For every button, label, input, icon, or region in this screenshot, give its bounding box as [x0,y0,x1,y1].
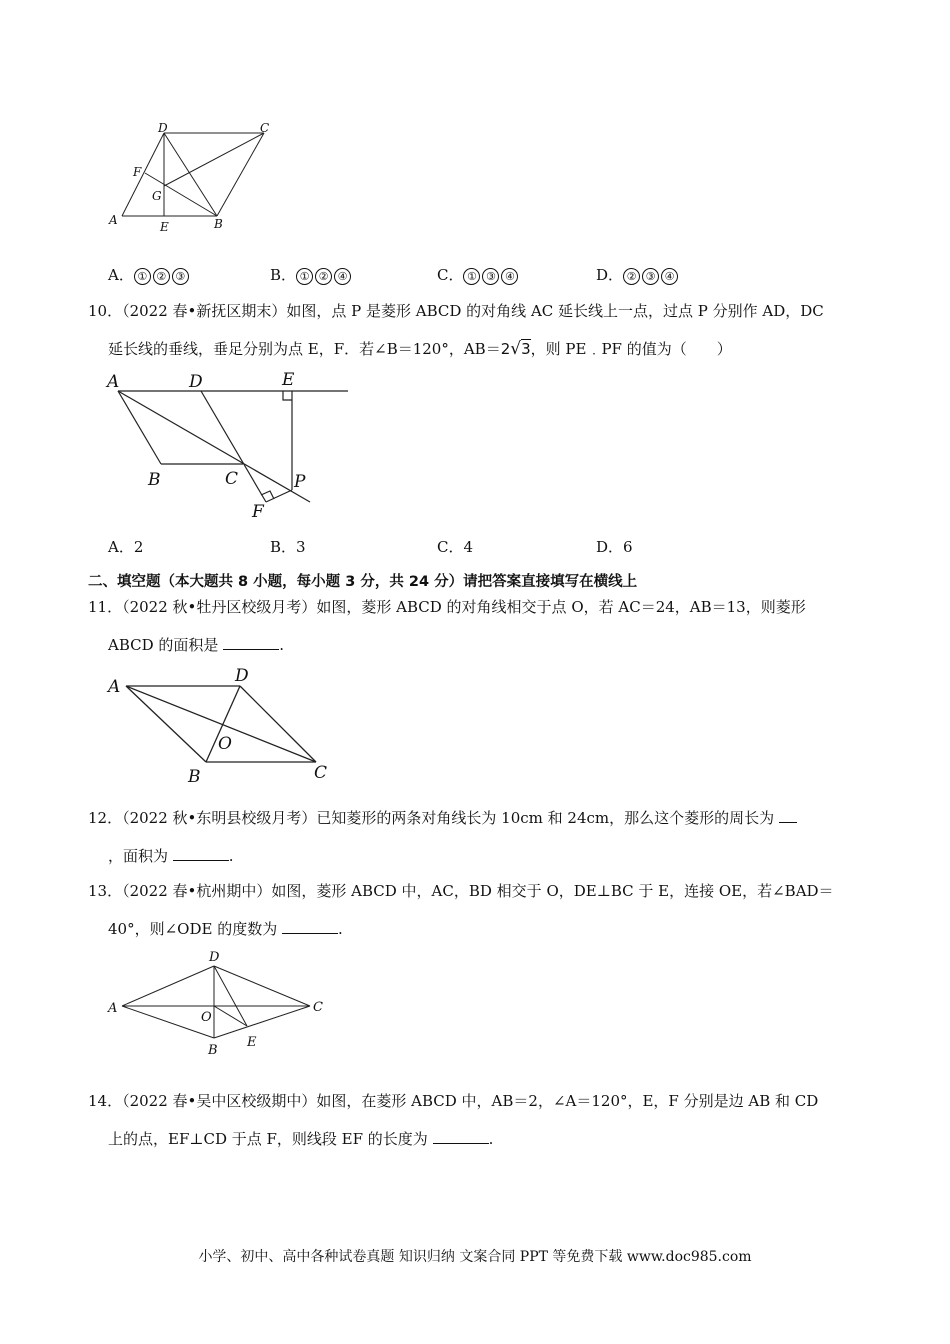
q13-label-o: O [201,1010,212,1025]
q9-figure [100,118,290,238]
q12-text-line1: 12．（2022 秋•东明县校级月考）已知菱形的两条对角线长为 10cm 和 24cm，那么这个菱形的周长为 [88,808,797,828]
q9-option-d-2: ③ [642,268,659,285]
q10-figure [104,364,354,524]
q11-label-c: C [314,763,328,783]
q14-text-line1: 14．（2022 春•吴中区校级期中）如图，在菱形 ABCD 中，AB＝2，∠A＝120°，E，F 分别是边 AB 和 CD [88,1092,819,1110]
q9-label-d: D [158,121,168,135]
q9-option-c: C． ① ③ ④ [437,264,520,285]
q11-answer-blank[interactable] [223,635,279,650]
q11-text-line2: ABCD 的面积是 . [108,636,284,654]
q9-option-c-2: ③ [482,268,499,285]
q9-option-a-2: ② [153,268,170,285]
q12-perimeter-blank[interactable] [779,808,797,823]
q14-answer-blank[interactable] [433,1129,489,1144]
q11-label-b: B [188,767,201,787]
q10-label-p: P [294,472,306,492]
q11-figure [104,664,344,789]
q9-option-b-3: ④ [334,268,351,285]
page-footer: 小学、初中、高中各种试卷真题 知识归纳 文案合同 PPT 等免费下载 www.doc985.com [198,1249,752,1265]
q13-label-d: D [209,950,220,965]
q10-sqrt-expression: 2√3 [500,339,531,359]
q10-text-line2: 延长线的垂线，垂足分别为点 E，F．若∠B＝120°，AB＝2√3，则 PE﹒PF 的值为（ ） [108,339,732,359]
q13-label-c: C [313,1000,323,1015]
q9-label-c: C [260,121,270,135]
q13-text-line2: 40°，则∠ODE 的度数为 . [108,920,343,938]
q10-label-e: E [282,370,295,390]
q11-label-o: O [218,734,232,754]
q11-label-a: A [108,677,121,697]
q9-label-b: B [214,217,223,231]
q12-text-line2: ，面积为 . [108,847,234,865]
q10-label-c: C [225,469,239,489]
q9-option-a-1: ① [134,268,151,285]
q14-text-line2: 上的点，EF⊥CD 于点 F，则线段 EF 的长度为 . [108,1130,494,1148]
q13-label-b: B [208,1043,218,1058]
q10-option-a: A．2 [108,538,144,556]
q10-label-b: B [148,470,161,490]
q11-label-d: D [235,666,249,686]
q13-text-line1: 13．（2022 春•杭州期中）如图，菱形 ABCD 中，AC，BD 相交于 O，DE⊥BC 于 E，连接 OE，若∠BAD＝ [88,882,834,900]
q10-text-line1: 10．（2022 春•新抚区期末）如图，点 P 是菱形 ABCD 的对角线 AC 延长线上一点，过点 P 分别作 AD，DC [88,302,824,320]
q13-figure [100,944,340,1064]
q10-option-d: D．6 [596,538,633,556]
q9-option-a: A． ① ② ③ [108,264,191,285]
q9-option-d-3: ④ [661,268,678,285]
q10-option-b: B．3 [270,538,306,556]
q12-area-blank[interactable] [173,846,229,861]
q9-label-f: F [133,165,142,179]
q10-label-f: F [252,502,264,522]
q9-option-b-1: ① [296,268,313,285]
q10-option-c: C．4 [437,538,474,556]
q9-option-a-3: ③ [172,268,189,285]
q9-option-c-3: ④ [501,268,518,285]
q9-option-c-1: ① [463,268,480,285]
q10-label-d: D [189,372,203,392]
q13-label-e: E [247,1035,257,1050]
section-heading-fill-in: 二、填空题（本大题共 8 小题，每小题 3 分，共 24 分）请把答案直接填写在横线上 [88,574,638,590]
q9-option-d-1: ② [623,268,640,285]
q10-label-a: A [107,372,120,392]
q9-option-d: D． ② ③ ④ [596,264,680,285]
q9-option-b-2: ② [315,268,332,285]
q9-option-b: B． ① ② ④ [270,264,353,285]
q9-label-g: G [152,189,162,203]
q11-text-line1: 11．（2022 秋•牡丹区校级月考）如图，菱形 ABCD 的对角线相交于点 O，若 AC＝24，AB＝13，则菱形 [88,598,806,616]
q9-label-a: A [109,213,118,227]
q13-label-a: A [108,1001,118,1016]
q9-label-e: E [160,220,169,234]
q13-answer-blank[interactable] [282,919,338,934]
